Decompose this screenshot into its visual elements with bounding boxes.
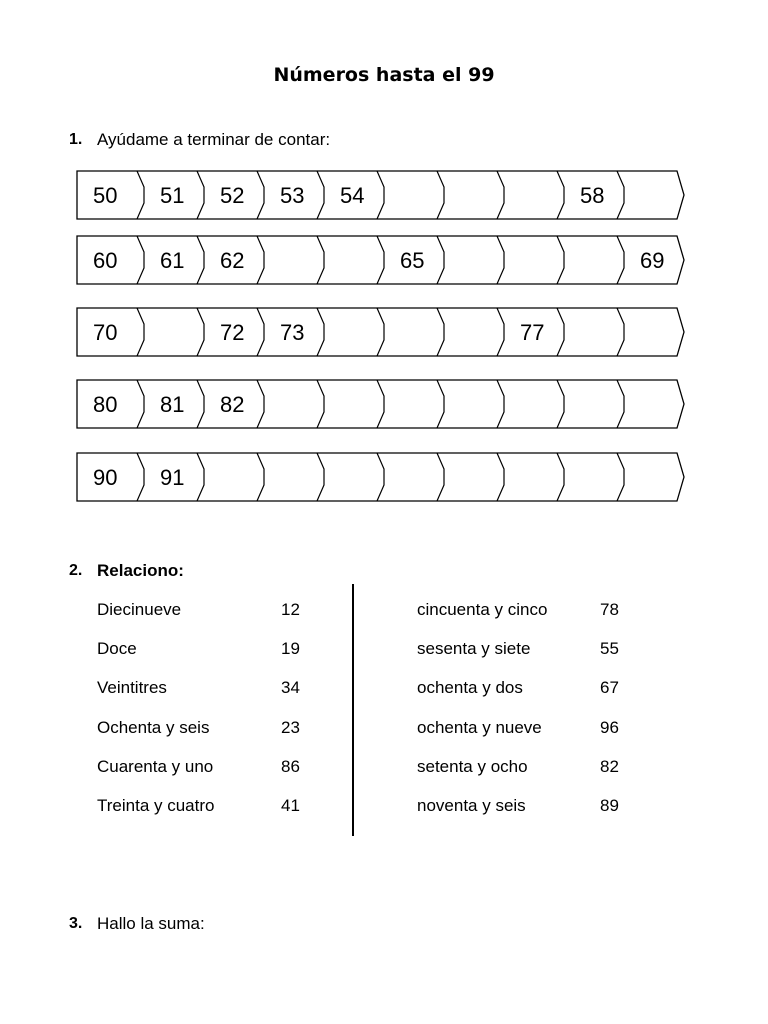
cell-divider [497,380,504,428]
left-word: Treinta y cuatro [97,796,215,815]
number-cell: 69 [640,248,665,273]
counting-strip-row [77,171,684,219]
cell-divider [437,453,444,501]
right-word: ochenta y dos [417,678,523,697]
number-cell: 60 [93,248,118,273]
number-cell: 58 [580,183,605,208]
cell-divider [557,236,564,284]
cell-divider [497,171,504,219]
cell-divider [437,380,444,428]
right-word: ochenta y nueve [417,718,542,737]
left-number: 86 [281,757,300,776]
right-number: 78 [600,600,619,619]
cell-divider [437,171,444,219]
cell-divider [437,308,444,356]
left-number: 34 [281,678,300,697]
left-number: 41 [281,796,300,815]
question-2-heading: Relaciono: [97,561,184,580]
cell-divider [197,308,204,356]
number-cell: 54 [340,183,365,208]
cell-divider [137,171,144,219]
cell-divider [617,308,624,356]
left-number: 19 [281,639,300,658]
left-number: 23 [281,718,300,737]
cell-divider [377,380,384,428]
right-number: 67 [600,678,619,697]
number-cell: 51 [160,183,185,208]
left-word: Ochenta y seis [97,718,210,737]
cell-divider [497,308,504,356]
cell-divider [617,453,624,501]
cell-divider [557,453,564,501]
cell-divider [557,308,564,356]
cell-divider [257,308,264,356]
cell-divider [197,171,204,219]
number-cell: 61 [160,248,185,273]
right-word: setenta y ocho [417,757,528,776]
counting-strip-row [77,453,684,501]
cell-divider [317,380,324,428]
cell-divider [617,171,624,219]
cell-divider [137,453,144,501]
cell-divider [317,308,324,356]
number-cell: 53 [280,183,305,208]
left-word: Diecinueve [97,600,182,619]
number-cell: 82 [220,392,245,417]
counting-strip-row [77,380,684,428]
number-cell: 50 [93,183,118,208]
number-cell: 70 [93,320,118,345]
question-2-number: 2. [69,562,83,579]
right-number: 82 [600,757,619,776]
question-1-instruction: Ayúdame a terminar de contar: [97,130,331,149]
cell-divider [257,236,264,284]
right-number: 89 [600,796,619,815]
cell-divider [497,236,504,284]
cell-divider [257,380,264,428]
right-number: 55 [600,639,619,658]
number-cell: 65 [400,248,425,273]
cell-divider [197,453,204,501]
number-cell: 73 [280,320,305,345]
number-cell: 62 [220,248,245,273]
number-cell: 77 [520,320,545,345]
cell-divider [497,453,504,501]
number-cell: 90 [93,465,118,490]
cell-divider [257,171,264,219]
cell-divider [617,236,624,284]
right-word: cincuenta y cinco [417,600,548,619]
number-cell: 81 [160,392,185,417]
page-title: Números hasta el 99 [273,64,495,86]
number-cell: 91 [160,465,185,490]
cell-divider [377,171,384,219]
number-cell: 72 [220,320,245,345]
left-number: 12 [281,600,300,619]
cell-divider [137,236,144,284]
cell-divider [377,453,384,501]
column-divider [352,584,354,836]
cell-divider [257,453,264,501]
cell-divider [377,308,384,356]
right-word: sesenta y siete [417,639,531,658]
left-word: Veintitres [97,678,167,697]
number-cell: 80 [93,392,118,417]
cell-divider [197,236,204,284]
right-number: 96 [600,718,619,737]
left-word: Doce [97,639,137,658]
question-3-number: 3. [69,915,83,932]
cell-divider [317,171,324,219]
question-1-number: 1. [69,131,83,148]
cell-divider [557,380,564,428]
counting-strip-row [77,236,684,284]
cell-divider [197,380,204,428]
left-word: Cuarenta y uno [97,757,214,776]
cell-divider [377,236,384,284]
cell-divider [137,308,144,356]
number-cell: 52 [220,183,245,208]
cell-divider [137,380,144,428]
cell-divider [557,171,564,219]
right-word: noventa y seis [417,796,526,815]
cell-divider [617,380,624,428]
question-3-instruction: Hallo la suma: [97,914,205,933]
cell-divider [317,453,324,501]
counting-strip-row [77,308,684,356]
cell-divider [437,236,444,284]
cell-divider [317,236,324,284]
